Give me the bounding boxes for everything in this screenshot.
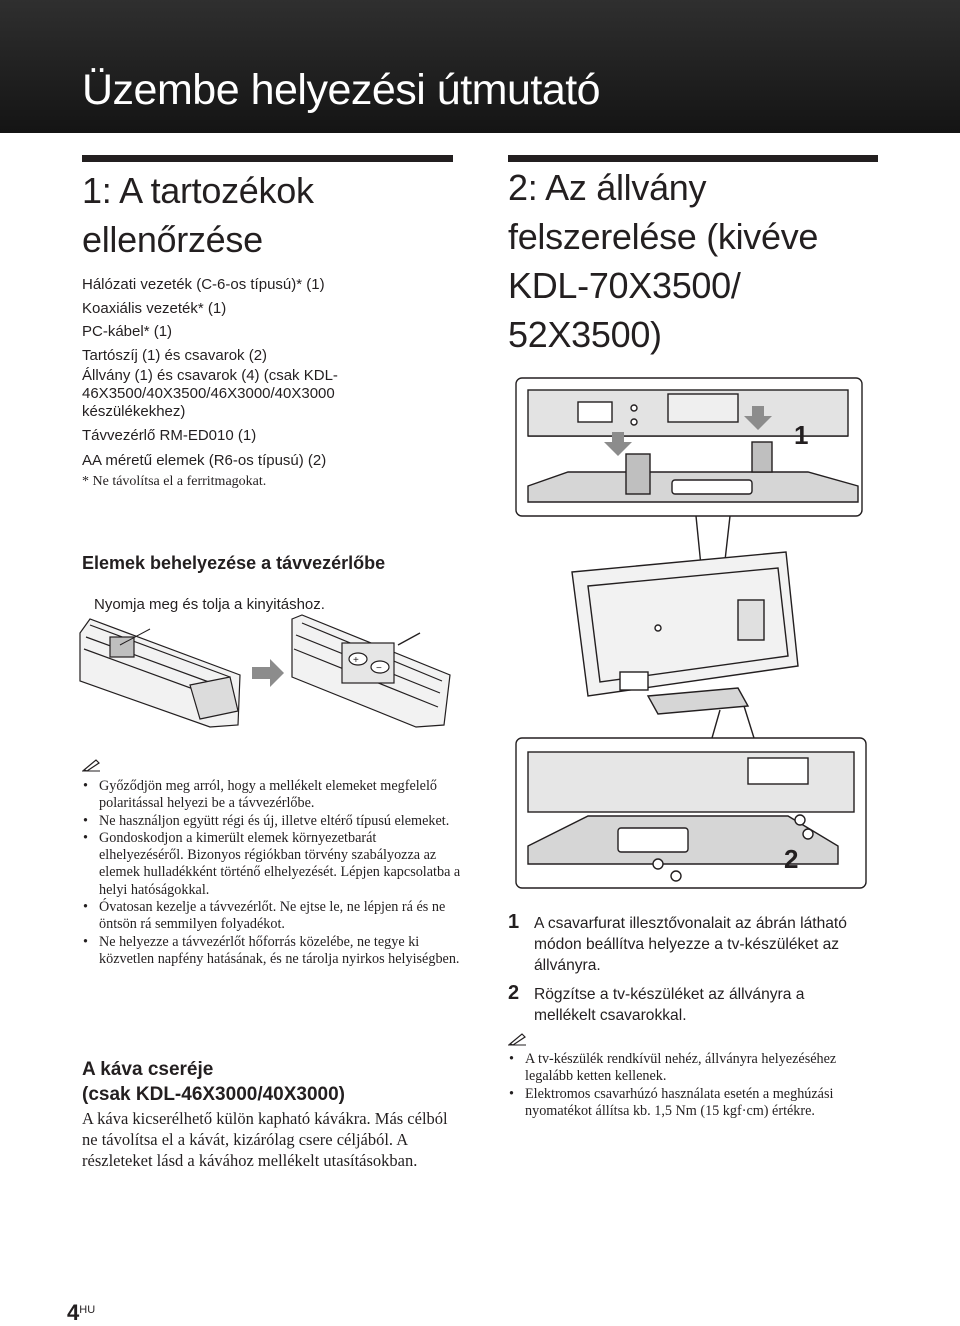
step-number: 2: [508, 982, 520, 1004]
remote-left-icon: [80, 619, 240, 727]
accessory-item: Távvezérlő RM-ED010 (1): [82, 427, 257, 444]
step-item: [508, 913, 858, 976]
note-item: • Elektromos csavarhúzó használata esetén a meghúzási nyomatékot állítsa kb. 1,5 Nm (15 kgf·cm) értékre.: [508, 1086, 868, 1121]
pencil-note-icon: [508, 1032, 528, 1046]
accessory-list: [82, 273, 338, 491]
section1-rule: [82, 155, 453, 162]
note-item: • Győződjön meg arról, hogy a mellékelt elemeket megfelelő polaritással helyezi be a távvezérlőbe.: [82, 778, 462, 813]
note-item: • Ne használjon együtt régi és új, illetve eltérő típusú elemeket.: [82, 813, 462, 830]
arrow-right-icon: [252, 659, 284, 687]
pencil-note-icon: [82, 758, 102, 772]
bezel-title: A káva cseréje (csak KDL-46X3000/40X3000): [82, 1059, 346, 1105]
page-title: Üzembe helyezési útmutató: [82, 66, 601, 114]
note-item: • Gondoskodjon a kimerült elemek környezetbarát elhelyezéséről. Bizonyos régiókban törvény szabályozza az elemek hulladékként történő elhelyezését. Lépjen kapcsolatba a helyi hatóságokkal.: [82, 830, 462, 899]
bezel-body: A káva kicserélhető külön kapható kávákra. Más célból ne távolítsa el a kávát, kizárólag csere céljából. A részleteket lásd a kávához mellékelt utasításokban.: [82, 1109, 448, 1170]
step-item: [508, 984, 858, 1026]
accessory-item: Koaxiális vezeték* (1): [82, 299, 227, 317]
step-number: 1: [508, 911, 520, 933]
note-item: • Óvatosan kezelje a távvezérlőt. Ne ejtse le, ne lépjen rá és ne öntsön rá semmilyen folyadékot.: [82, 899, 462, 934]
svg-text:−: −: [376, 663, 382, 674]
step-list: [508, 913, 858, 1034]
callout-1: 1: [794, 420, 809, 450]
note-item: • Ne helyezze a távvezérlőt hőforrás közelébe, ne tegye ki közvetlen napfény hatásának, és ne tárolja nyirkos helyiségben.: [82, 934, 462, 969]
notes-list-batteries: [82, 778, 462, 968]
remote-right-icon: [292, 615, 450, 727]
accessory-item: Állvány (1) és csavarok (4) (csak KDL-: [82, 367, 338, 384]
batteries-title: Elemek behelyezése a távvezérlőbe: [82, 553, 386, 573]
footnote: * Ne távolítsa el a ferritmagokat.: [82, 474, 267, 489]
accessory-item: Tartószíj (1) és csavarok (2): [82, 346, 268, 364]
accessory-item: PC-kábel* (1): [82, 323, 173, 340]
zoom-box-bottom: [516, 738, 866, 888]
section2-title: 2: Az állvány felszerelése (kivéve KDL-70X3500/ 52X3500): [508, 167, 819, 355]
accessory-item: 46X3500/40X3500/46X3000/40X3000: [82, 384, 335, 402]
accessory-item: Hálózati vezeték (C-6-os típusú)* (1): [82, 276, 325, 293]
batteries-caption: Nyomja meg és tolja a kinyitáshoz.: [94, 596, 325, 613]
zoom-box-top: [516, 378, 862, 516]
page-number: $4^{HU}$: [67, 1300, 96, 1325]
notes-list-stand: [508, 1051, 868, 1120]
tv-back-icon: [572, 552, 798, 714]
remote-battery-illustration: [80, 615, 460, 730]
accessory-item: AA méretű elemek (R6-os típusú) (2): [82, 452, 327, 469]
accessory-item: készülékekhez): [82, 403, 186, 420]
tv-stand-illustration: [508, 376, 878, 896]
section2-rule: [508, 155, 878, 162]
section1-title: 1: A tartozékok ellenőrzése: [82, 170, 314, 260]
step-text: Rögzítse a tv-készüléket az állványra a mellékelt csavarokkal.: [534, 986, 805, 1024]
step-text: A csavarfurat illesztővonalait az ábrán látható módon beállítva helyezze a tv-készüléket az állványra.: [534, 915, 847, 974]
note-item: • A tv-készülék rendkívül nehéz, állványra helyezéséhez legalább ketten kellenek.: [508, 1051, 868, 1086]
callout-2: 2: [784, 844, 799, 874]
svg-text:+: +: [353, 655, 359, 666]
